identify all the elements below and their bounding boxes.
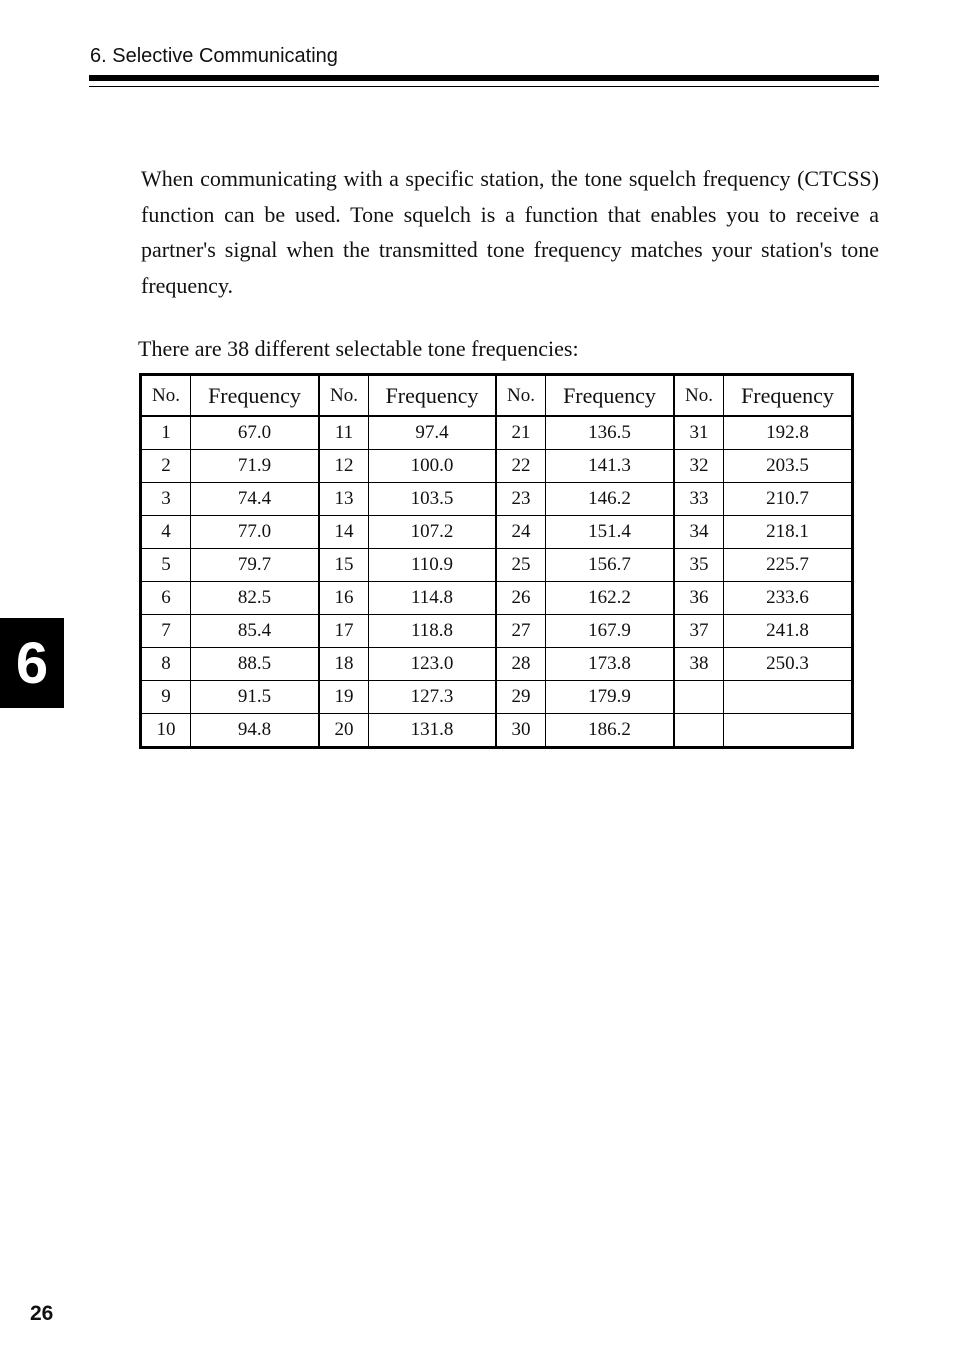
table-row — [141, 516, 853, 549]
intro-paragraph: When communicating with a specific station, the tone squelch frequency (CTCSS) function can be used. Tone squelch is a function that enables you to receive a partner's signal when the transmitted tone frequency matches your station's tone frequency. — [141, 166, 879, 298]
cell-no: 15 — [319, 549, 369, 582]
cell-frequency: 97.4 — [369, 416, 497, 450]
header-frequency: Frequency — [191, 375, 320, 417]
cell-frequency: 146.2 — [546, 483, 675, 516]
cell-frequency: 173.8 — [546, 648, 675, 681]
cell-no: 34 — [674, 516, 724, 549]
cell-frequency: 218.1 — [724, 516, 853, 549]
cell-frequency: 151.4 — [546, 516, 675, 549]
header-no: No. — [674, 375, 724, 417]
cell-frequency: 100.0 — [369, 450, 497, 483]
cell-no: 30 — [496, 714, 546, 748]
cell-no: 7 — [141, 615, 191, 648]
tone-frequency-table — [139, 373, 854, 749]
cell-no — [674, 714, 724, 748]
cell-frequency: 79.7 — [191, 549, 320, 582]
cell-frequency: 91.5 — [191, 681, 320, 714]
cell-no: 4 — [141, 516, 191, 549]
cell-no: 2 — [141, 450, 191, 483]
cell-frequency: 71.9 — [191, 450, 320, 483]
cell-frequency: 103.5 — [369, 483, 497, 516]
header-rule-thick — [89, 75, 879, 81]
cell-frequency: 67.0 — [191, 416, 320, 450]
cell-frequency: 114.8 — [369, 582, 497, 615]
cell-frequency: 192.8 — [724, 416, 853, 450]
cell-frequency: 123.0 — [369, 648, 497, 681]
cell-frequency: 107.2 — [369, 516, 497, 549]
cell-no: 13 — [319, 483, 369, 516]
cell-frequency: 203.5 — [724, 450, 853, 483]
table-row — [141, 648, 853, 681]
cell-no: 8 — [141, 648, 191, 681]
cell-frequency: 141.3 — [546, 450, 675, 483]
cell-no: 32 — [674, 450, 724, 483]
page-header-title: 6. Selective Communicating — [90, 45, 338, 67]
cell-frequency: 179.9 — [546, 681, 675, 714]
cell-no: 31 — [674, 416, 724, 450]
table-row — [141, 450, 853, 483]
cell-frequency: 225.7 — [724, 549, 853, 582]
cell-no: 35 — [674, 549, 724, 582]
cell-frequency: 127.3 — [369, 681, 497, 714]
cell-frequency: 250.3 — [724, 648, 853, 681]
cell-no: 5 — [141, 549, 191, 582]
cell-frequency: 82.5 — [191, 582, 320, 615]
cell-no: 18 — [319, 648, 369, 681]
table-row — [141, 681, 853, 714]
cell-no: 29 — [496, 681, 546, 714]
cell-frequency: 167.9 — [546, 615, 675, 648]
cell-frequency — [724, 714, 853, 748]
header-frequency: Frequency — [369, 375, 497, 417]
table-row — [141, 615, 853, 648]
cell-no — [674, 681, 724, 714]
cell-no: 21 — [496, 416, 546, 450]
cell-frequency: 85.4 — [191, 615, 320, 648]
cell-no: 9 — [141, 681, 191, 714]
cell-no: 3 — [141, 483, 191, 516]
cell-no: 11 — [319, 416, 369, 450]
cell-no: 23 — [496, 483, 546, 516]
cell-frequency: 186.2 — [546, 714, 675, 748]
cell-frequency: 94.8 — [191, 714, 320, 748]
cell-frequency: 241.8 — [724, 615, 853, 648]
table-row — [141, 714, 853, 748]
cell-frequency: 210.7 — [724, 483, 853, 516]
table-header-row — [141, 375, 853, 417]
header-no: No. — [496, 375, 546, 417]
table-row — [141, 483, 853, 516]
cell-no: 10 — [141, 714, 191, 748]
header-no: No. — [141, 375, 191, 417]
chapter-tab: 6 — [0, 618, 64, 708]
cell-no: 33 — [674, 483, 724, 516]
header-frequency: Frequency — [724, 375, 853, 417]
cell-no: 26 — [496, 582, 546, 615]
cell-no: 38 — [674, 648, 724, 681]
cell-no: 37 — [674, 615, 724, 648]
table-row — [141, 416, 853, 450]
cell-no: 16 — [319, 582, 369, 615]
page-number: 26 — [30, 1302, 54, 1325]
cell-frequency: 131.8 — [369, 714, 497, 748]
cell-no: 12 — [319, 450, 369, 483]
cell-no: 28 — [496, 648, 546, 681]
header-no: No. — [319, 375, 369, 417]
cell-no: 19 — [319, 681, 369, 714]
cell-frequency: 77.0 — [191, 516, 320, 549]
cell-frequency: 110.9 — [369, 549, 497, 582]
cell-no: 24 — [496, 516, 546, 549]
cell-no: 20 — [319, 714, 369, 748]
cell-no: 25 — [496, 549, 546, 582]
cell-frequency: 118.8 — [369, 615, 497, 648]
cell-frequency: 156.7 — [546, 549, 675, 582]
table-row — [141, 549, 853, 582]
cell-no: 1 — [141, 416, 191, 450]
cell-no: 6 — [141, 582, 191, 615]
cell-no: 14 — [319, 516, 369, 549]
cell-no: 22 — [496, 450, 546, 483]
header-rule-thin — [89, 86, 879, 87]
table-caption: There are 38 different selectable tone frequencies: — [138, 336, 579, 361]
table-body — [141, 416, 853, 748]
cell-frequency: 88.5 — [191, 648, 320, 681]
header-frequency: Frequency — [546, 375, 675, 417]
cell-frequency: 136.5 — [546, 416, 675, 450]
table-row — [141, 582, 853, 615]
cell-no: 17 — [319, 615, 369, 648]
cell-frequency: 74.4 — [191, 483, 320, 516]
cell-no: 27 — [496, 615, 546, 648]
cell-no: 36 — [674, 582, 724, 615]
cell-frequency: 162.2 — [546, 582, 675, 615]
cell-frequency — [724, 681, 853, 714]
cell-frequency: 233.6 — [724, 582, 853, 615]
